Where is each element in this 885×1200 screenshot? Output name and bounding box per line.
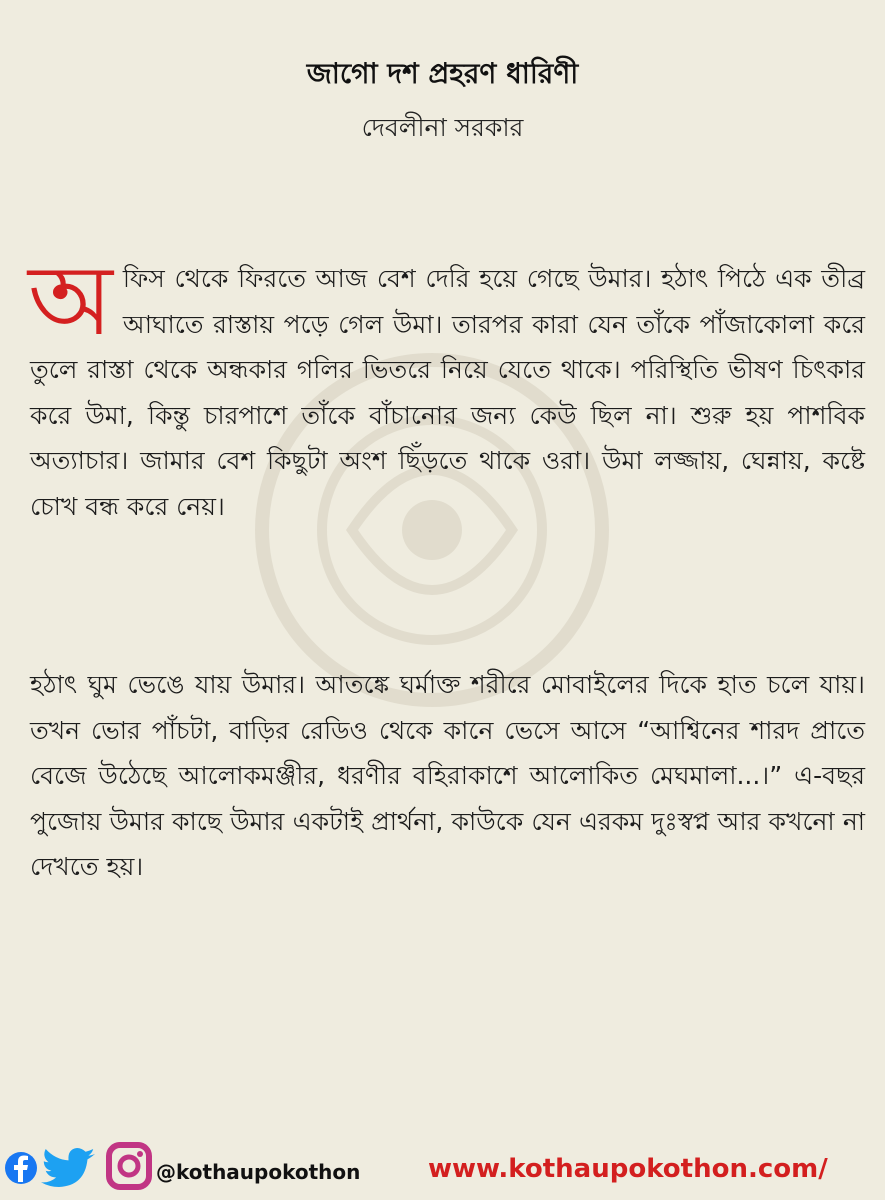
instagram-icon[interactable] — [106, 1142, 152, 1190]
story-paragraph-2: হঠাৎ ঘুম ভেঙে যায় উমার। আতঙ্কে ঘর্মাক্ত শরীরে মোবাইলের দিকে হাত চলে যায়। তখন ভোর পাঁচটা, বাড়ির রেডিও থেকে কানে ভেসে আসে “আশ্বিনের শারদ প্রাতে বেজে উঠেছে আলোকমঞ্জীর, ধরণীর বহিরাকাশে আলোকিত মেঘমালা...।” এ-বছর পুজোয় উমার কাছে উমার একটাই প্রার্থনা, কাউকে যেন এরকম দুঃস্বপ্ন আর কখনো না দেখতে হয়। — [30, 670, 865, 881]
facebook-icon[interactable] — [4, 1148, 38, 1188]
article-title: জাগো দশ প্রহরণ ধারিণী — [306, 57, 579, 90]
paragraph-1-text: ফিস থেকে ফিরতে আজ বেশ দেরি হয়ে গেছে উমার। হঠাৎ পিঠে এক তীব্র আঘাতে রাস্তায় পড়ে গেল উমা। তারপর কারা যেন তাঁকে পাঁজাকোলা করে তুলে রাস্তা থেকে অন্ধকার গলির ভিতরে নিয়ে যেতে থাকে। পরিস্থিতি ভীষণ চিৎকার করে উমা, কিন্তু চারপাশে তাঁকে বাঁচানোর জন্য কেউ ছিল না। শুরু হয় পাশবিক অত্যাচার। জামার বেশ কিছুটা অংশ ছিঁড়তে থাকে ওরা। উমা লজ্জায়, ঘেন্নায়, কষ্টে চোখ বন্ধ করে নেয়। — [30, 264, 865, 521]
drop-cap: অ — [28, 244, 113, 358]
website-link[interactable]: www.kothaupokothon.com/ — [428, 1154, 828, 1184]
social-handle[interactable]: @kothaupokothon — [156, 1160, 361, 1184]
twitter-icon[interactable] — [40, 1148, 100, 1188]
author-name: দেবলীনা সরকার — [361, 113, 524, 142]
story-paragraph-1 — [28, 244, 865, 529]
footer — [0, 1140, 885, 1200]
